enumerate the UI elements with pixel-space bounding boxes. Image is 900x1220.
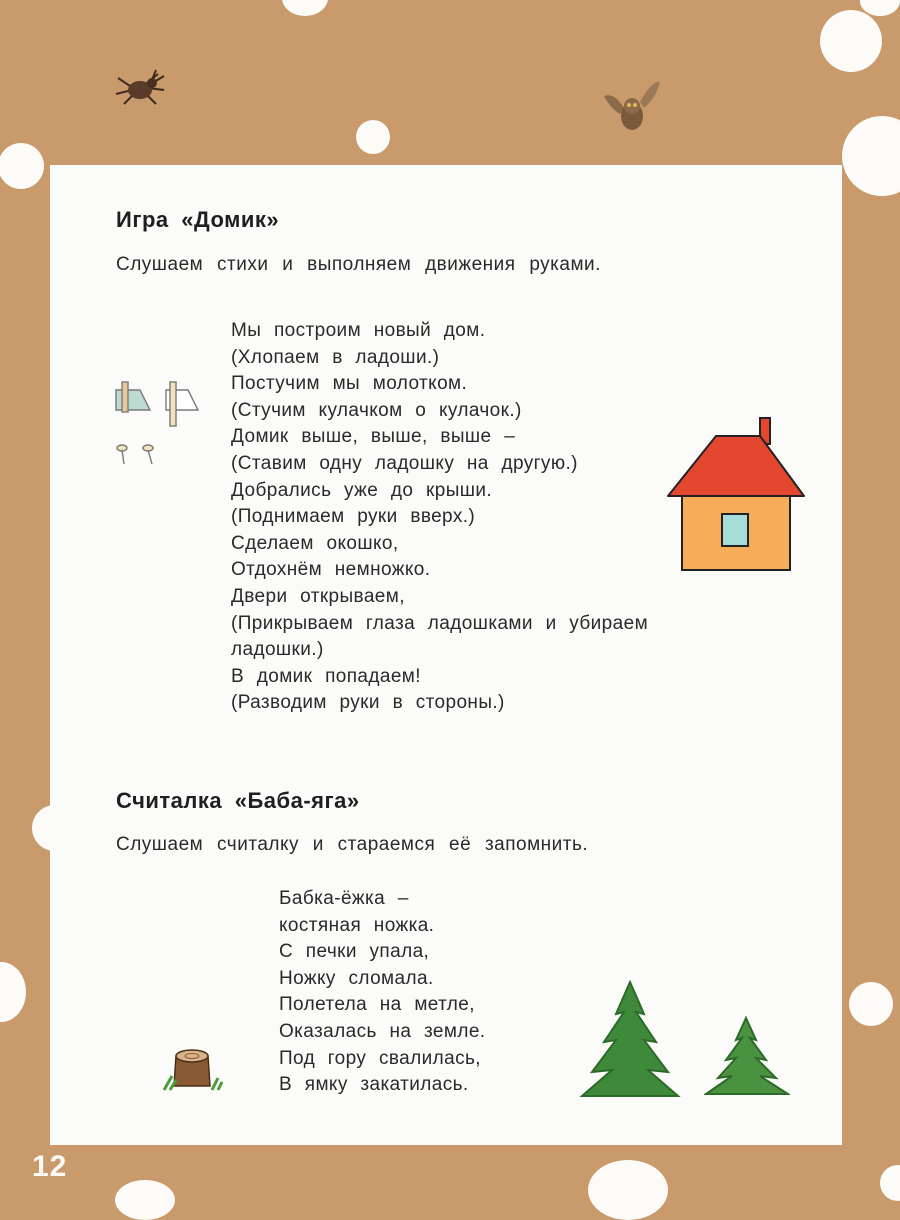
snow-dot	[0, 962, 26, 1022]
counting-intro: Слушаем считалку и стараемся её запомнить.	[116, 834, 589, 855]
rhyme-line: С печки упала,	[279, 941, 430, 963]
snow-dot	[842, 116, 900, 196]
poem-line: (Стучим кулачком о кулачок.)	[231, 399, 522, 421]
beetle-icon	[112, 66, 168, 108]
poem-line: Двери открываем,	[231, 585, 405, 607]
rhyme-line: Бабка-ёжка –	[279, 888, 409, 909]
counting-rhyme	[279, 886, 485, 1099]
page-number: 12	[32, 1150, 68, 1183]
poem-line: Постучим мы молотком.	[231, 373, 468, 395]
tree-stump-illustration	[160, 1040, 226, 1096]
poem-line: Сделаем окошко,	[231, 532, 399, 554]
poem-line: Мы построим новый дом.	[231, 320, 486, 341]
poem-line: Домик выше, выше, выше –	[231, 426, 516, 448]
snow-dot	[356, 120, 390, 154]
poem-line: (Поднимаем руки вверх.)	[231, 506, 476, 528]
rhyme-line: Полетела на метле,	[279, 994, 475, 1016]
poem-line: В домик попадаем!	[231, 665, 421, 687]
game-intro: Слушаем стихи и выполняем движения руками.	[116, 254, 601, 275]
poem-line: (Хлопаем в ладоши.)	[231, 346, 440, 368]
rhyme-line: В ямку закатилась.	[279, 1074, 469, 1096]
rhyme-line: костяная ножка.	[279, 914, 435, 936]
snow-dot	[115, 1180, 175, 1220]
rhyme-line: Ножку сломала.	[279, 967, 434, 989]
fir-tree-illustration	[578, 980, 682, 1100]
house-illustration	[664, 416, 808, 572]
fir-tree-illustration	[704, 1016, 790, 1096]
rhyme-line: Оказалась на земле.	[279, 1020, 486, 1042]
poem-line: (Разводим руки в стороны.)	[231, 692, 505, 714]
poem-line: ладошки.)	[231, 639, 324, 661]
game-title: Игра «Домик»	[116, 207, 280, 232]
poem-line: (Ставим одну ладошку на другую.)	[231, 452, 578, 474]
owl-icon	[600, 78, 664, 136]
poem-line: Добрались уже до крыши.	[231, 479, 493, 501]
rhyme-line: Под гору свалилась,	[279, 1047, 481, 1069]
poem-line: (Прикрываем глаза ладошками и убираем	[231, 612, 649, 634]
snow-dot	[849, 982, 893, 1026]
game-poem	[231, 318, 648, 717]
counting-title: Считалка «Баба-яга»	[116, 788, 360, 813]
snow-dot	[820, 10, 882, 72]
poem-line: Отдохнём немножко.	[231, 559, 431, 581]
snow-dot	[588, 1160, 668, 1220]
hand-gesture-diagram	[110, 378, 204, 470]
snow-dot	[880, 1165, 900, 1201]
snow-dot	[282, 0, 328, 16]
snow-dot	[0, 143, 44, 189]
